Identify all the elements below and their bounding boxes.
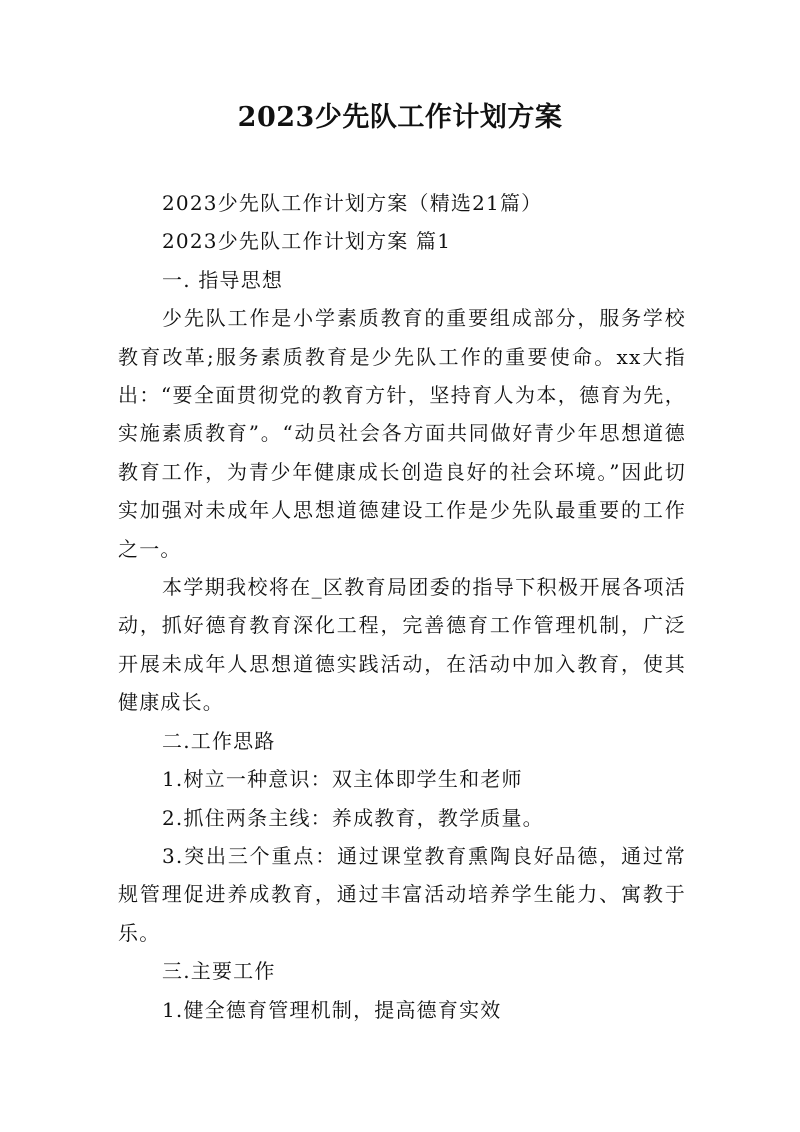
chapter-heading: 2023少先队工作计划方案 篇1 <box>162 229 452 254</box>
document-body <box>118 184 686 1029</box>
section-heading-work-approach: 二.工作思路 <box>162 728 276 753</box>
list-item-main-lines: 2.抓住两条主线：养成教育，教学质量。 <box>162 805 544 830</box>
document-subtitle: 2023少先队工作计划方案（精选21篇） <box>162 191 543 215</box>
list-item-key-points: 3.突出三个重点：通过课堂教育熏陶良好品德，通过常规管理促进养成教育，通过丰富活动培养学生能力、寓教于乐。 <box>118 843 686 945</box>
paragraph-guiding-ideology: 少先队工作是小学素质教育的重要组成部分，服务学校教育改革;服务素质教育是少先队工作的重要使命。xx大指出：“要全面贯彻党的教育方针，坚持育人为本，德育为先，实施素质教育”。“动员社会各方面共同做好青少年思想道德教育工作，为青少年健康成长创造良好的社会环境。”因此切实加强对未成年人思想道德建设工作是少先队最重要的工作之一。 <box>118 306 686 561</box>
section-heading-main-work: 三.主要工作 <box>162 959 276 984</box>
section-heading-guiding-ideology: 一. 指导思想 <box>162 267 284 292</box>
list-item-awareness: 1.树立一种意识：双主体即学生和老师 <box>162 767 523 792</box>
sub-item-moral-education: 1.健全德育管理机制，提高德育实效 <box>162 997 502 1022</box>
document-title: 2023少先队工作计划方案 <box>237 102 563 133</box>
paragraph-semester-plan: 本学期我校将在_区教育局团委的指导下积极开展各项活动，抓好德育教育深化工程，完善德育工作管理机制，广泛开展未成年人思想道德实践活动，在活动中加入教育，使其健康成长。 <box>118 575 686 715</box>
